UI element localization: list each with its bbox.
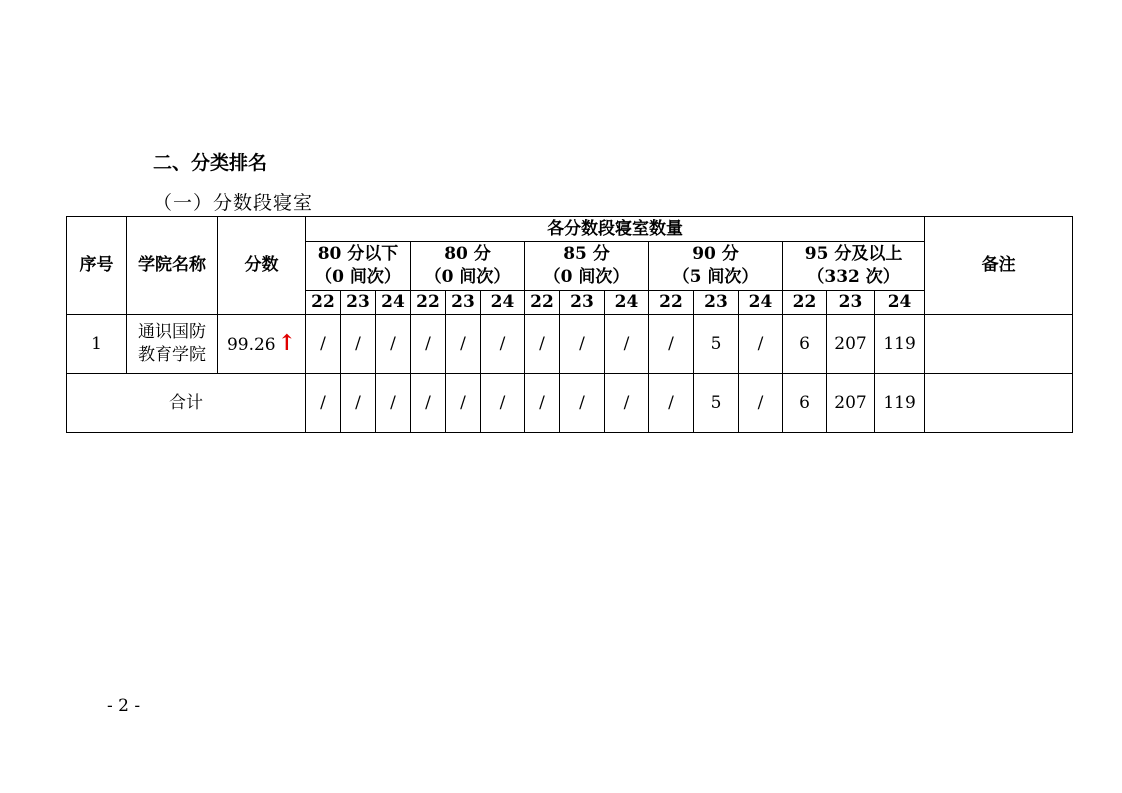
total-value: / bbox=[649, 374, 694, 433]
band-count: （332 次） bbox=[807, 267, 900, 287]
section-heading: 二、分类排名 bbox=[153, 152, 268, 174]
year-header: 23 bbox=[446, 291, 481, 315]
cell-value: / bbox=[411, 315, 446, 374]
total-remark bbox=[925, 374, 1073, 433]
year-header: 22 bbox=[306, 291, 341, 315]
header-college: 学院名称 bbox=[127, 217, 218, 315]
total-value: / bbox=[605, 374, 649, 433]
total-value: / bbox=[376, 374, 411, 433]
cell-college bbox=[127, 315, 218, 374]
band-header bbox=[783, 242, 925, 291]
year-header: 22 bbox=[525, 291, 560, 315]
band-label: 90 分 bbox=[692, 244, 739, 264]
page-number: - 2 - bbox=[107, 696, 141, 716]
band-header bbox=[525, 242, 649, 291]
cell-score bbox=[218, 315, 306, 374]
cell-value: / bbox=[739, 315, 783, 374]
total-value: / bbox=[306, 374, 341, 433]
cell-value: 207 bbox=[827, 315, 875, 374]
year-header: 22 bbox=[411, 291, 446, 315]
total-value: / bbox=[341, 374, 376, 433]
table-row bbox=[67, 315, 1073, 374]
cell-value: / bbox=[341, 315, 376, 374]
cell-seq: 1 bbox=[67, 315, 127, 374]
total-value: / bbox=[481, 374, 525, 433]
band-label: 80 分 bbox=[444, 244, 491, 264]
year-header: 23 bbox=[694, 291, 739, 315]
band-count: （0 间次） bbox=[543, 267, 630, 287]
cell-value: 119 bbox=[875, 315, 925, 374]
total-value: 119 bbox=[875, 374, 925, 433]
cell-value: / bbox=[376, 315, 411, 374]
cell-remark bbox=[925, 315, 1073, 374]
header-band-group: 各分数段寝室数量 bbox=[306, 217, 925, 242]
college-line: 教育学院 bbox=[138, 345, 206, 365]
subsection-heading: （一）分数段寝室 bbox=[153, 192, 314, 214]
cell-value: / bbox=[525, 315, 560, 374]
cell-value: / bbox=[481, 315, 525, 374]
year-header: 24 bbox=[739, 291, 783, 315]
cell-value: / bbox=[560, 315, 605, 374]
total-value: 6 bbox=[783, 374, 827, 433]
cell-value: / bbox=[446, 315, 481, 374]
cell-value: / bbox=[605, 315, 649, 374]
year-header: 24 bbox=[376, 291, 411, 315]
header-score: 分数 bbox=[218, 217, 306, 315]
year-header: 22 bbox=[783, 291, 827, 315]
header-row-1 bbox=[67, 217, 1073, 242]
header-seq: 序号 bbox=[67, 217, 127, 315]
total-value: / bbox=[411, 374, 446, 433]
cell-value: / bbox=[306, 315, 341, 374]
score-value: 99.26 bbox=[226, 334, 276, 355]
college-line: 通识国防 bbox=[138, 322, 206, 342]
year-header: 24 bbox=[875, 291, 925, 315]
year-header: 24 bbox=[481, 291, 525, 315]
total-value: / bbox=[446, 374, 481, 433]
year-header: 22 bbox=[649, 291, 694, 315]
band-count: （5 间次） bbox=[672, 267, 759, 287]
band-header bbox=[306, 242, 411, 291]
cell-value: 6 bbox=[783, 315, 827, 374]
band-label: 85 分 bbox=[563, 244, 610, 264]
total-value: 5 bbox=[694, 374, 739, 433]
band-count: （0 间次） bbox=[315, 267, 401, 287]
total-value: 207 bbox=[827, 374, 875, 433]
year-header: 23 bbox=[341, 291, 376, 315]
year-header: 23 bbox=[560, 291, 605, 315]
band-label: 80 分以下 bbox=[317, 244, 399, 264]
band-header bbox=[649, 242, 783, 291]
total-value: / bbox=[560, 374, 605, 433]
score-band-table bbox=[66, 216, 1073, 433]
band-header bbox=[411, 242, 525, 291]
header-remark: 备注 bbox=[925, 217, 1073, 315]
total-value: / bbox=[739, 374, 783, 433]
total-value: / bbox=[525, 374, 560, 433]
total-row bbox=[67, 374, 1073, 433]
band-count: （0 间次） bbox=[424, 267, 511, 287]
total-label: 合计 bbox=[67, 374, 306, 433]
band-label: 95 分及以上 bbox=[804, 244, 903, 264]
cell-value: 5 bbox=[694, 315, 739, 374]
trend-up-icon: ↑ bbox=[277, 329, 297, 356]
year-header: 24 bbox=[605, 291, 649, 315]
cell-value: / bbox=[649, 315, 694, 374]
year-header: 23 bbox=[827, 291, 875, 315]
